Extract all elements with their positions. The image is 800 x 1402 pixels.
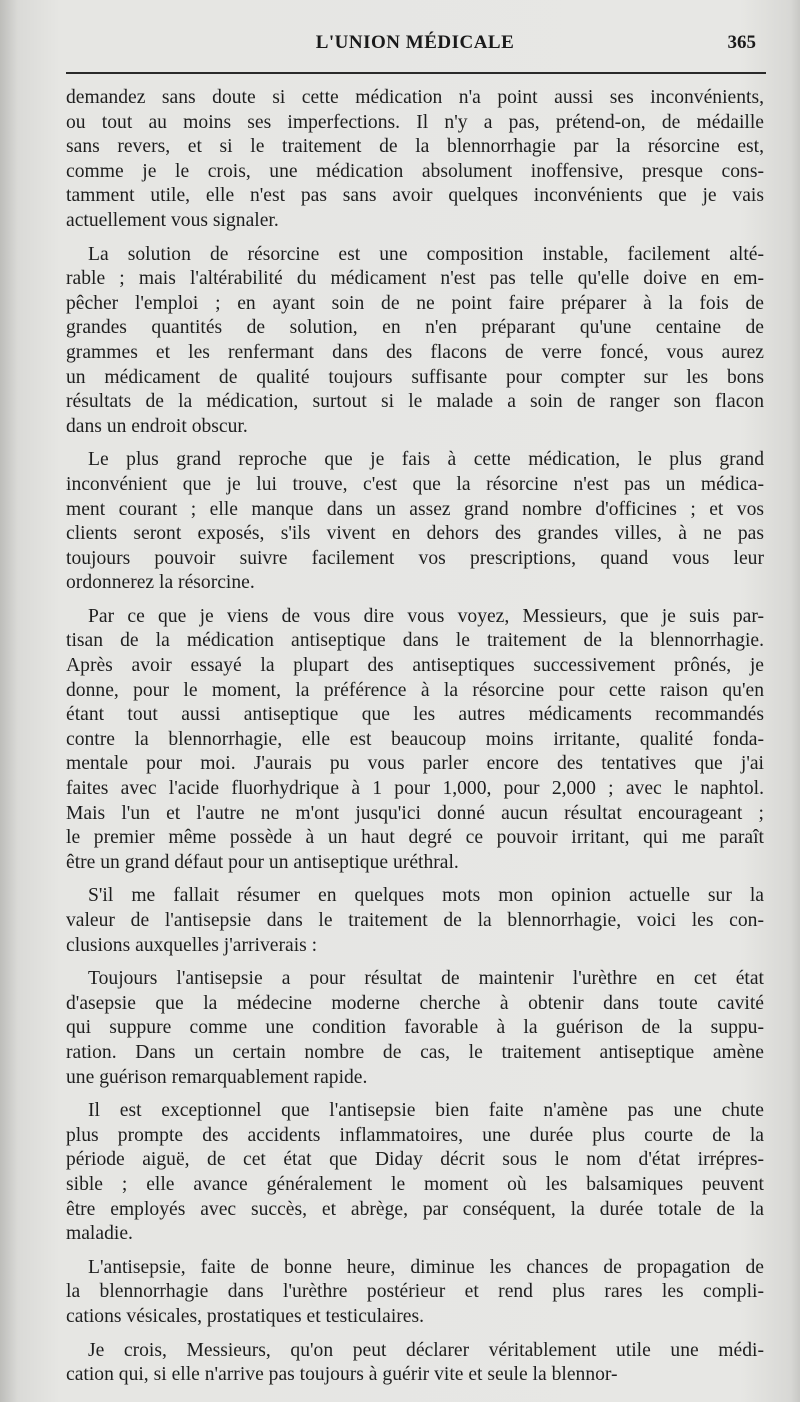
paragraph	[66, 967, 764, 1090]
paragraph	[66, 1099, 764, 1247]
text-line: plus prompte des accidents inflammatoires, une durée plus courte de la	[66, 1124, 764, 1146]
text-line: clusions auxquelles j'arriverais :	[66, 934, 318, 956]
text-line: grandes quantités de solution, en n'en préparant qu'une centaine de	[66, 317, 764, 339]
text-line: Toujours l'antisepsie a pour résultat de maintenir l'urèthre en cet état	[88, 968, 764, 990]
text-line: valeur de l'antisepsie dans le traitement de la blennorrhagie, voici les con-	[66, 910, 764, 931]
text-line: période aiguë, de cet état que Diday décrit sous le nom d'état irrépres-	[66, 1149, 764, 1171]
text-line: actuellement vous signaler.	[66, 209, 279, 231]
text-line: Le plus grand reproche que je fais à cette médication, le plus grand	[88, 449, 764, 471]
text-line: inconvénient que je lui trouve, c'est que la résorcine n'est pas un médica-	[66, 473, 764, 495]
text-line: cation qui, si elle n'arrive pas toujours à guérir vite et seule la blennor-	[66, 1364, 618, 1386]
text-line: grammes et les renfermant dans des flacons de verre foncé, vous aurez	[66, 341, 764, 363]
text-line: ment courant ; elle manque dans un assez grand nombre d'officines ; et vos	[66, 498, 764, 520]
text-line: tisan de la médication antiseptique dans le traitement de la blennorrhagie.	[66, 630, 764, 652]
text-line: sible ; elle avance généralement le moment où les balsamiques peuvent	[66, 1173, 764, 1195]
paragraph	[66, 448, 764, 596]
text-line: une guérison remarquablement rapide.	[66, 1066, 368, 1088]
text-line: tamment utile, elle n'est pas sans avoir quelques inconvénients que je vais	[66, 185, 764, 207]
paragraph	[66, 243, 764, 440]
page-number: 365	[727, 32, 756, 53]
text-line: être un grand défaut pour un antiseptique uréthral.	[66, 851, 459, 873]
text-line: comme je le crois, une médication absolument inoffensive, presque cons-	[66, 160, 764, 182]
text-line: pêcher l'emploi ; en ayant soin de ne point faire préparer à la fois de	[66, 292, 764, 314]
text-line: rable ; mais l'altérabilité du médicament n'est pas telle qu'elle doive en em-	[66, 268, 764, 290]
text-line: ration. Dans un certain nombre de cas, le traitement antiseptique amène	[66, 1041, 764, 1063]
text-line: Mais l'un et l'autre ne m'ont jusqu'ici donné aucun résultat encourageant ;	[66, 802, 764, 824]
text-line: Je crois, Messieurs, qu'on peut déclarer véritablement utile une médi-	[88, 1339, 764, 1361]
text-line: dans un endroit obscur.	[66, 415, 248, 437]
text-line: clients seront exposés, s'ils vivent en dehors des grandes villes, à ne pas	[66, 523, 764, 545]
paragraph	[66, 884, 764, 958]
text-line: ordonnerez la résorcine.	[66, 572, 255, 594]
running-title: L'UNION MÉDICALE	[315, 32, 515, 53]
text-line: Par ce que je viens de vous dire vous voyez, Messieurs, que je suis par-	[88, 605, 764, 627]
text-line: résultats de la médication, surtout si le malade a soin de ranger son flacon	[66, 391, 764, 413]
text-line: d'asepsie que la médecine moderne cherche à obtenir dans toute cavité	[66, 992, 764, 1014]
text-line: L'antisepsie, faite de bonne heure, diminue les chances de propagation de	[88, 1256, 764, 1278]
text-line: étant tout aussi antiseptique que les autres médicaments recommandés	[66, 704, 764, 726]
text-line: donne, pour le moment, la préférence à la résorcine pour cette raison qu'en	[66, 679, 764, 701]
text-line: un médicament de qualité toujours suffisante pour compter sur les bons	[66, 366, 764, 388]
paragraph	[66, 605, 764, 876]
paragraph	[66, 1339, 764, 1388]
text-line: qui suppure comme une condition favorable à la guérison de la suppu-	[66, 1017, 764, 1039]
text-line: cations vésicales, prostatiques et testiculaires.	[66, 1305, 425, 1327]
text-line: ou tout au moins ses imperfections. Il n'y a pas, prétend-on, de médaille	[66, 111, 764, 133]
text-line: la blennorrhagie dans l'urèthre postérieur et rend plus rares les compli-	[66, 1281, 764, 1303]
paragraph	[66, 86, 764, 234]
text-line: faites avec l'acide fluorhydrique à 1 pour 1,000, pour 2,000 ; avec le naphtol.	[66, 778, 764, 800]
page-header	[66, 32, 764, 62]
body-text	[66, 86, 764, 1397]
text-line: mentale pour moi. J'aurais pu vous parler encore des tentatives que j'ai	[66, 753, 764, 775]
text-line: Après avoir essayé la plupart des antiseptiques successivement prônés, je	[66, 655, 764, 677]
text-line: le premier même possède à un haut degré ce pouvoir irritant, qui me paraît	[66, 827, 764, 849]
text-line: Il est exceptionnel que l'antisepsie bien faite n'amène pas une chute	[88, 1100, 764, 1122]
text-line: demandez sans doute si cette médication n'a point aussi ses inconvénients,	[66, 87, 764, 108]
text-line: La solution de résorcine est une composition instable, facilement alté-	[88, 243, 764, 265]
text-line: être employés avec succès, et abrège, par conséquent, la durée totale de la	[66, 1198, 764, 1220]
text-line: contre la blennorrhagie, elle est beaucoup moins irritante, qualité fonda-	[66, 728, 764, 750]
text-line: sans revers, et si le traitement de la blennorrhagie par la résorcine est,	[66, 136, 764, 158]
text-line: maladie.	[66, 1223, 133, 1245]
header-rule	[66, 72, 766, 74]
text-line: S'il me fallait résumer en quelques mots mon opinion actuelle sur la	[88, 885, 764, 907]
paragraph	[66, 1256, 764, 1330]
text-line: toujours pouvoir suivre facilement vos prescriptions, quand vous leur	[66, 547, 764, 569]
